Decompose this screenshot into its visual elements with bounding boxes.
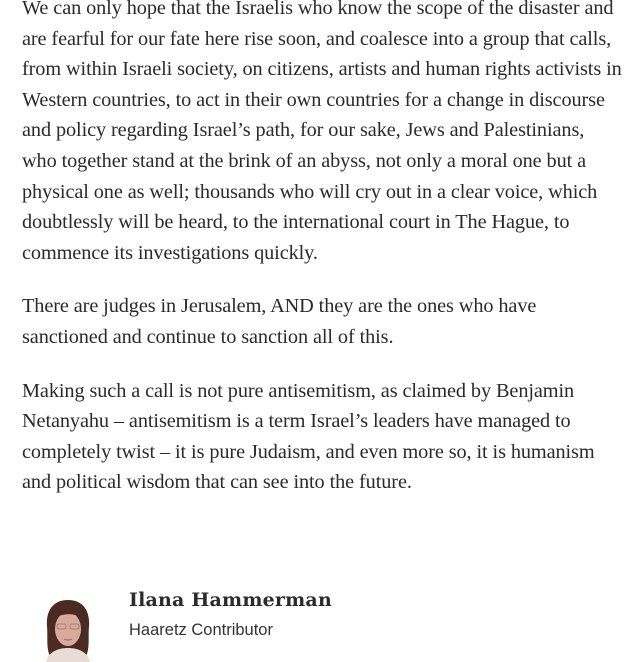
author-avatar[interactable] [40, 596, 96, 662]
article-body [22, 0, 622, 521]
author-role: Haaretz Contributor [129, 621, 273, 639]
article-paragraph: We can only hope that the Israelis who know the scope of the disaster and are fearful for our fate here rise soon, and coalesce into a group that calls, from within Israeli society, on citizens, artists and human rights activists in Western countries, to act in their own countries for a change in discourse and policy regarding Israel’s path, for our sake, Jews and Palestinians, who together stand at the brink of an abyss, not only a moral one but a physical one as well; thousands who will cry out in a clear voice, which doubtlessly will be heard, to the international court in The Hague, to commence its investigations quickly. [22, 0, 622, 264]
author-name[interactable]: Ilana Hammerman [129, 589, 332, 611]
article-paragraph: Making such a call is not pure antisemitism, as claimed by Benjamin Netanyahu – antisemitism is a term Israel’s leaders have managed to completely twist – it is pure Judaism, and even more so, it is humanism and political wisdom that can see into the future. [22, 379, 595, 494]
author-portrait-icon [40, 596, 96, 662]
author-byline[interactable] [40, 588, 600, 662]
article-paragraph: There are judges in Jerusalem, AND they are the ones who have sanctioned and continue to sanction all of this. [22, 295, 537, 348]
